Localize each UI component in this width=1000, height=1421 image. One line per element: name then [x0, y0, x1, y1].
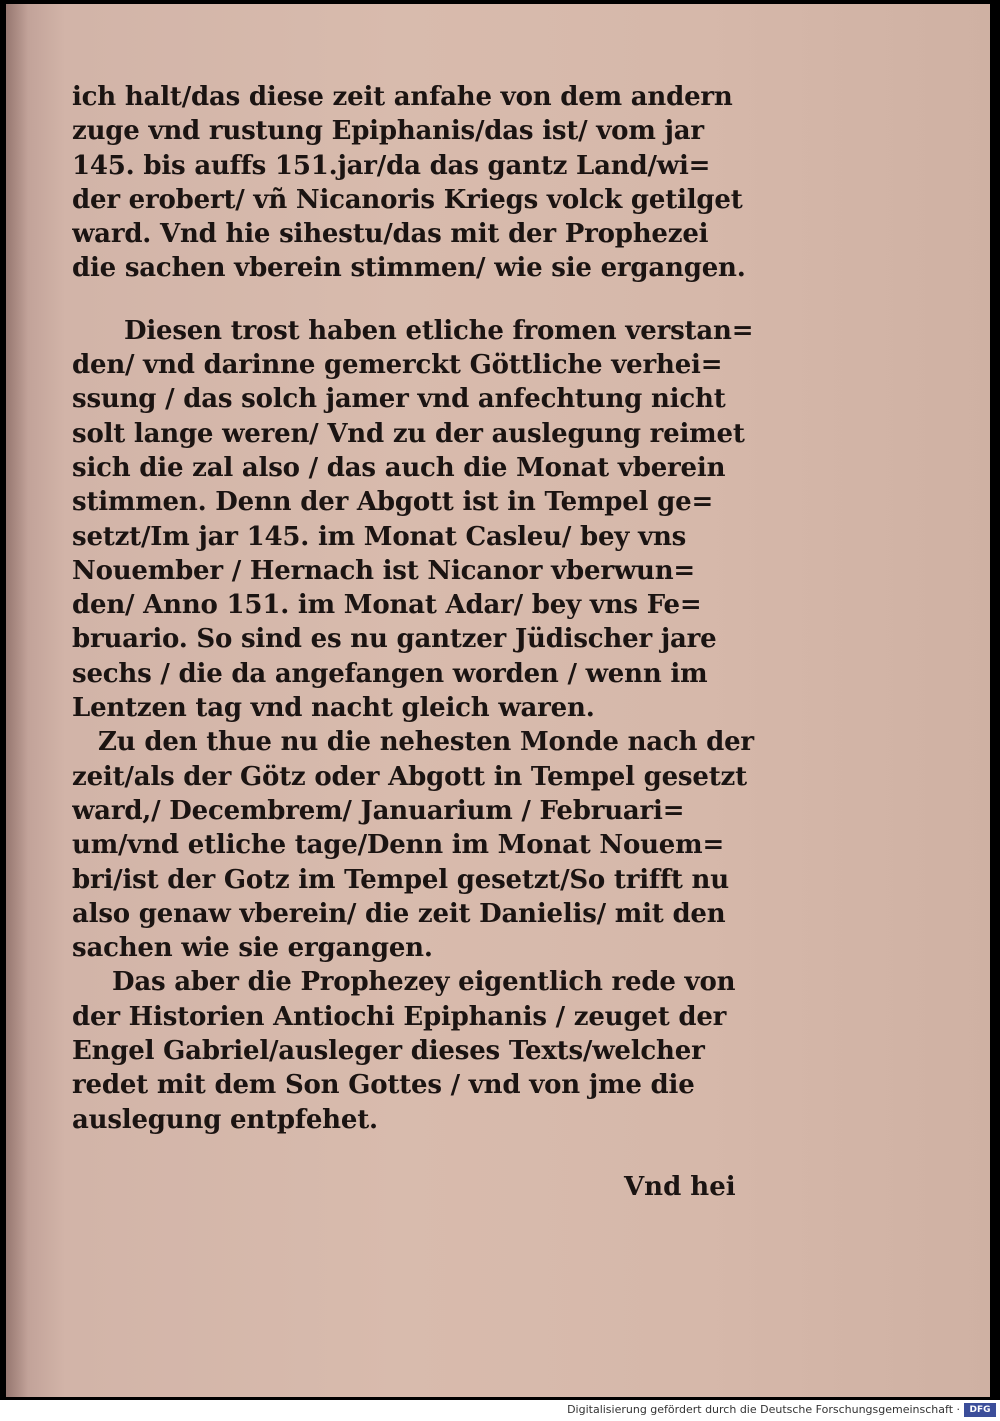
gutter-shadow	[6, 4, 28, 1397]
paragraph-4	[72, 965, 772, 1136]
text-line: sich die zal also / das auch die Monat vberein	[72, 452, 726, 483]
text-line: den/ Anno 151. im Monat Adar/ bey vns Fe=	[72, 590, 702, 621]
footer-bar	[0, 1400, 1000, 1421]
text-line: setzt/Im jar 145. im Monat Casleu/ bey vns	[72, 521, 687, 552]
text-line: sechs / die da angefangen worden / wenn im	[72, 658, 708, 689]
text-line: 145. bis auffs 151.jar/da das gantz Land/wi=	[72, 150, 711, 181]
text-line: den/ vnd darinne gemerckt Göttliche verhei=	[72, 350, 723, 381]
text-line: redet mit dem Son Gottes / vnd von jme die	[72, 1070, 695, 1101]
text-line: zeit/als der Götz oder Abgott in Tempel gesetzt	[72, 761, 747, 792]
text-line: solt lange weren/ Vnd zu der auslegung reimet	[72, 418, 745, 449]
dfg-logo-icon: DFG	[964, 1403, 996, 1417]
text-line: Nouember / Hernach ist Nicanor vberwun=	[72, 555, 696, 586]
text-line: bruario. So sind es nu gantzer Jüdischer jare	[72, 624, 717, 655]
text-line: die sachen vberein stimmen/ wie sie ergangen.	[72, 253, 746, 284]
text-line: Zu den thue nu die nehesten Monde nach der	[98, 727, 754, 758]
text-line: ward,/ Decembrem/ Januarium / Februari=	[72, 795, 685, 826]
paragraph-3	[72, 725, 772, 965]
text-line: sachen wie sie ergangen.	[72, 933, 433, 964]
text-line: ward. Vnd hie sihestu/das mit der Prophezei	[72, 219, 709, 250]
paragraph-2	[72, 314, 772, 726]
text-line: um/vnd etliche tage/Denn im Monat Nouem=	[72, 830, 725, 861]
text-line: auslegung entpfehet.	[72, 1104, 378, 1135]
text-line: ich halt/das diese zeit anfahe von dem andern	[72, 82, 733, 112]
text-line: Diesen trost haben etliche fromen verstan=	[124, 315, 754, 346]
paragraph-1	[72, 80, 772, 286]
catchword: Vnd hei	[624, 1172, 736, 1202]
paragraph-gap	[72, 286, 772, 314]
text-line: der erobert/ vñ Nicanoris Kriegs volck getilget	[72, 184, 743, 215]
text-line: bri/ist der Gotz im Tempel gesetzt/So trifft nu	[72, 864, 729, 895]
text-line: Lentzen tag vnd nacht gleich waren.	[72, 693, 595, 724]
text-line: zuge vnd rustung Epiphanis/das ist/ vom jar	[72, 116, 704, 147]
text-line: also genaw vberein/ die zeit Danielis/ mit den	[72, 898, 726, 929]
main-text	[72, 80, 772, 1137]
footer-credit: Digitalisierung gefördert durch die Deutsche Forschungsgemeinschaft ·	[567, 1403, 960, 1416]
text-line: der Historien Antiochi Epiphanis / zeuget der	[72, 1001, 727, 1032]
text-line: Das aber die Prophezey eigentlich rede von	[112, 967, 736, 998]
text-line: stimmen. Denn der Abgott ist in Tempel ge=	[72, 487, 714, 518]
text-line: Engel Gabriel/ausleger dieses Texts/welcher	[72, 1036, 705, 1067]
document-page	[6, 4, 990, 1397]
text-line: ssung / das solch jamer vnd anfechtung nicht	[72, 384, 726, 415]
